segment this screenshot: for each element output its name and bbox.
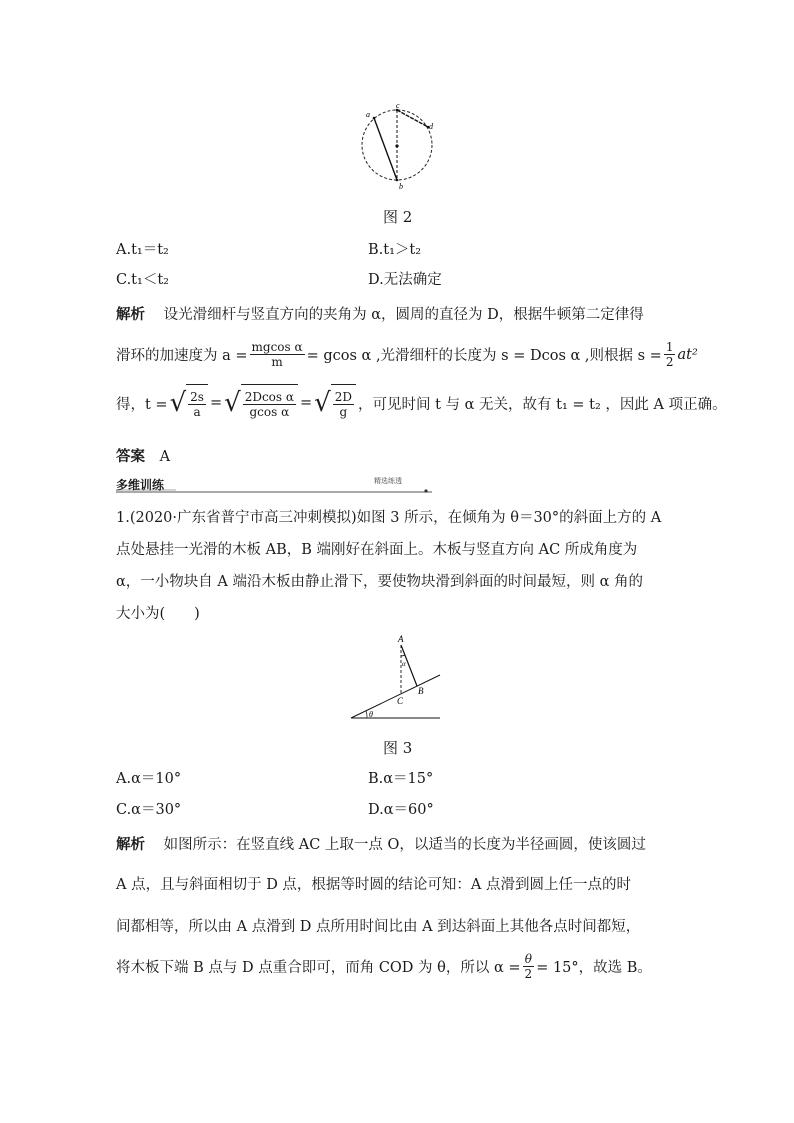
sqrt-term-1	[170, 384, 208, 422]
eq-text-post: at²	[677, 346, 698, 363]
alpha-arc	[401, 655, 405, 656]
figure-2-caption: 图 2	[383, 208, 413, 226]
eq-text-pre: 将木板下端 B 点与 D 点重合即可，而角 COD 为 θ，所以 α =	[116, 960, 521, 976]
fraction-denominator: 2	[665, 355, 674, 369]
fraction-denominator: gcos α	[249, 404, 290, 419]
section-tag: 精选练透	[374, 477, 402, 485]
sqrt-symbol-icon: √	[224, 388, 241, 418]
label-C: C	[397, 696, 404, 706]
option-a: A.α＝10°	[116, 771, 182, 787]
chord-c-d	[397, 110, 428, 127]
sqrt-term-2	[224, 384, 298, 422]
sqrt-symbol-icon: √	[169, 388, 187, 418]
sqrt-symbol-icon: √	[314, 388, 331, 418]
fraction-denominator: g	[339, 404, 348, 419]
point-b	[396, 179, 399, 182]
sqrt-term-3	[314, 384, 356, 422]
eq-text-post: ，可见时间 t 与 α 无关，故有 t₁ = t₂ ，因此 A 项正确。	[357, 396, 727, 413]
fraction-2dcos-over-gcos	[243, 390, 296, 419]
solution-1-line-3	[116, 384, 727, 422]
solution-2-line-4	[116, 952, 652, 981]
figure-2-circle-diagram	[356, 100, 446, 195]
point-a	[373, 117, 376, 120]
fraction-2d-over-g	[333, 390, 354, 419]
eq-text-post: = 15°，故选 B。	[536, 960, 652, 976]
figure-3-caption: 图 3	[383, 739, 413, 757]
incline-line	[351, 675, 440, 718]
fraction-denominator: 2	[524, 967, 533, 981]
solution-label: 解析	[116, 836, 145, 853]
option-a-prev: A.t₁＝t₂	[116, 242, 169, 258]
solution-1-line-1	[116, 305, 644, 325]
option-d: D.α＝60°	[368, 802, 434, 818]
option-b: B.α＝15°	[368, 771, 434, 787]
label-B: B	[418, 686, 424, 696]
label-alpha: α	[402, 660, 406, 668]
option-c: C.α＝30°	[116, 802, 182, 818]
solution-label: 解析	[116, 306, 145, 323]
fraction-half	[664, 340, 676, 369]
question-1-line-1: 1.(2020·广东省普宁市高三冲刺模拟)如图 3 所示，在倾角为 θ＝30°的斜面上方的 A	[116, 510, 662, 526]
option-c-prev: C.t₁＜t₂	[116, 272, 169, 288]
solution-2-line-2: A 点，且与斜面相切于 D 点，根据等时圆的结论可知：A 点滑到圆上任一点的时	[116, 877, 632, 893]
label-A: A	[398, 634, 404, 644]
fraction-2s-over-a	[188, 390, 206, 419]
fraction-numerator: θ	[524, 952, 532, 966]
solution-text: 如图所示：在竖直线 AC 上取一点 O，以适当的长度为半径画圆，使该圆过	[163, 837, 646, 853]
option-d-prev: D.无法确定	[368, 272, 442, 288]
label-a: a	[366, 110, 370, 119]
answer-line	[116, 447, 170, 467]
solution-2-line-1	[116, 835, 646, 855]
solution-2-line-3: 间都相等，所以由 A 点滑到 D 点所用时间比由 A 到达斜面上其他各点时间都短，	[116, 919, 641, 935]
section-title: 多维训练	[116, 478, 165, 492]
fraction-accel	[250, 340, 305, 369]
solution-text: 设光滑细杆与竖直方向的夹角为 α，圆周的直径为 D，根据牛顿第二定律得	[163, 307, 644, 323]
label-c: c	[396, 101, 400, 110]
fraction-denominator: m	[271, 355, 283, 369]
fraction-numerator: 1	[665, 340, 674, 354]
theta-arc	[366, 711, 367, 718]
question-1-line-3: α，一小物块自 A 端沿木板由静止滑下，要使物块滑到斜面的时间最短，则 α 角的	[116, 574, 643, 590]
solution-1-line-2	[116, 340, 698, 369]
figure-3-incline-diagram	[345, 630, 445, 725]
option-b-prev: B.t₁＞t₂	[368, 242, 422, 258]
label-b: b	[399, 182, 403, 191]
fraction-numerator: 2D	[334, 389, 352, 404]
fraction-numerator: mgcos α	[251, 340, 303, 354]
question-1-line-2: 点处悬挂一光滑的木板 AB，B 端刚好在斜面上。木板与竖直方向 AC 所成角度为	[116, 542, 638, 558]
answer-label: 答案	[116, 448, 145, 465]
label-theta: θ	[369, 710, 373, 719]
center-dot	[395, 144, 398, 147]
chord-a-b	[374, 118, 397, 180]
fraction-theta-half	[523, 952, 535, 981]
equals-sign: =	[209, 395, 223, 411]
equals-sign: =	[299, 395, 313, 411]
fraction-numerator: 2Dcos α	[244, 389, 294, 404]
fraction-numerator: 2s	[190, 389, 204, 404]
eq-text-mid: = gcos α ,光滑细杆的长度为 s = Dcos α ,则根据 s =	[306, 348, 662, 364]
label-d: d	[429, 122, 433, 131]
answer-value: A	[159, 449, 171, 465]
section-header	[116, 479, 432, 493]
eq-text-pre: 滑环的加速度为 a =	[116, 348, 248, 364]
question-1-line-4: 大小为( )	[116, 606, 200, 622]
eq-text-pre: 得，t =	[116, 396, 168, 413]
fraction-denominator: a	[193, 404, 201, 419]
